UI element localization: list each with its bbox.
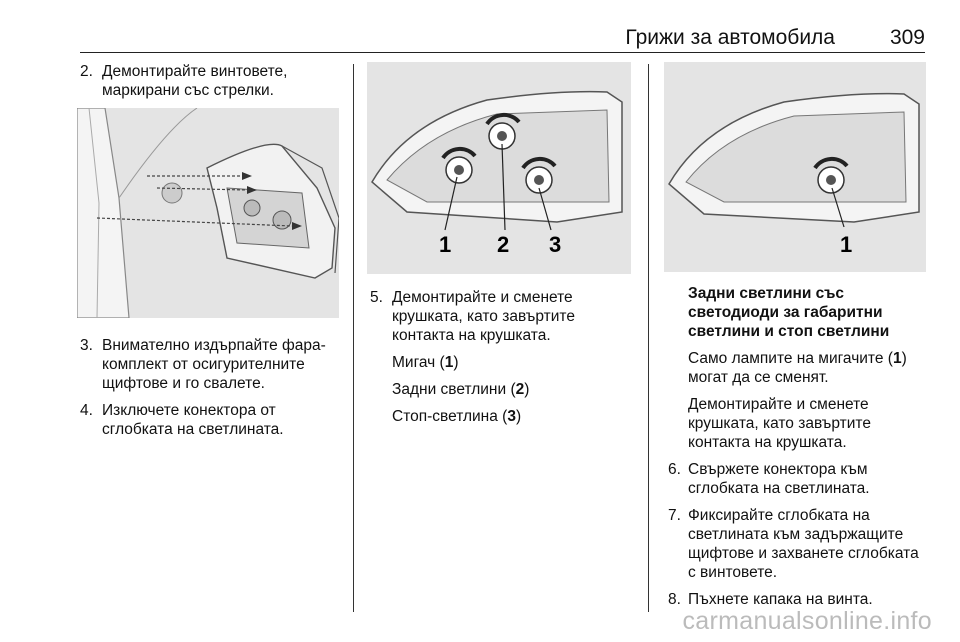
- figure-bulb-locations: [367, 62, 631, 274]
- chapter-title: Грижи за автомобила: [625, 26, 835, 49]
- column-1: [80, 62, 342, 447]
- callout-2: 2: [497, 232, 510, 257]
- column-2: [370, 62, 635, 434]
- step-5: 5. Демонтирайте и сменете крушката, като завъртите контакта на крушката.: [370, 289, 575, 344]
- bulb-tail-light: Задни светлини (2): [392, 381, 530, 398]
- step-7: 7. Фиксирайте сглобката на светлината към задържащите щифтове и захванете сглобката с винтовете.: [668, 507, 919, 581]
- watermark-footer: carmanualsonline.info: [682, 607, 932, 635]
- section-heading: Задни светлини със светодиоди за габаритни светлини и стоп светлини: [688, 285, 890, 340]
- bulb-brake-light: Стоп-светлина (3): [392, 408, 522, 425]
- step-3: 3. Внимателно издърпайте фара-комплект от осигурителните щифтове и го свалете.: [80, 337, 326, 392]
- callout-1: 1: [439, 232, 452, 257]
- step-2: 2. Демонтирайте винтовете, маркирани със стрелки.: [80, 63, 288, 99]
- step-8: 8. Пъхнете капака на винта.: [668, 591, 873, 608]
- page-number: 309: [889, 26, 925, 49]
- paragraph-2: Демонтирайте и сменете крушката, като завъртите контакта на крушката.: [688, 396, 871, 451]
- callout-1: 1: [840, 232, 853, 257]
- bulb-turn-signal: Мигач (1): [392, 354, 459, 371]
- step-4: 4. Изключете конектора от сглобката на светлината.: [80, 402, 284, 438]
- figure-led-turn-signal: [664, 62, 926, 272]
- column-divider-2: [648, 64, 649, 612]
- figure-screw-removal: [77, 108, 339, 318]
- paragraph-1: Само лампите на мигачите (1) могат да се сменят.: [688, 350, 907, 386]
- column-divider-1: [353, 64, 354, 612]
- page-header: [80, 20, 925, 53]
- callout-3: 3: [549, 232, 562, 257]
- column-3: [668, 62, 930, 617]
- step-6: 6. Свържете конектора към сглобката на светлината.: [668, 461, 870, 497]
